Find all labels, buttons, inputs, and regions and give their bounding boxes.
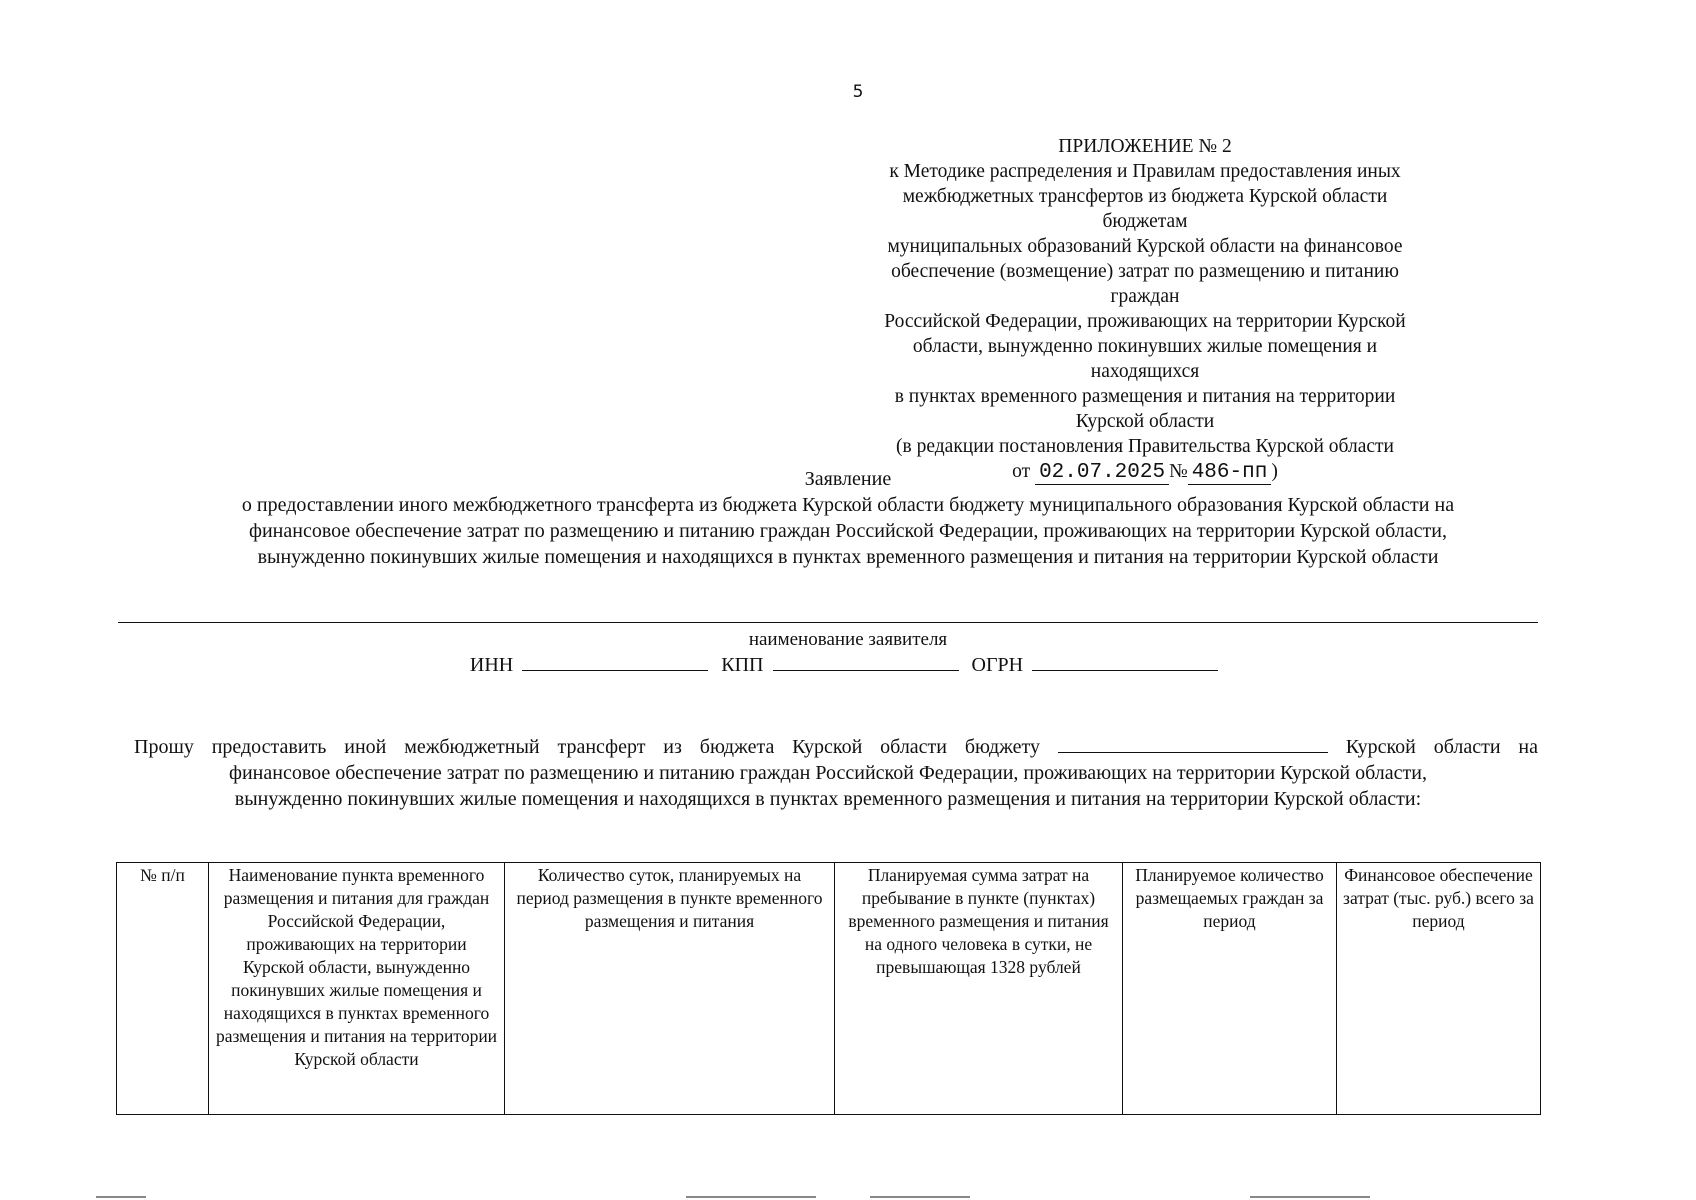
applicant-caption: наименование заявителя: [748, 629, 948, 650]
appendix-line: области, вынужденно покинувших жилые помещения и находящихся: [912, 336, 1378, 382]
statement-line: о предоставлении иного межбюджетного трансферта из бюджета Курской области бюджету муниципального образования Курской области на: [241, 494, 1455, 516]
municipality-field[interactable]: [1058, 734, 1328, 753]
inn-label: ИНН: [469, 654, 514, 676]
kpp-label: КПП: [721, 654, 764, 676]
scan-artifact: [686, 1196, 816, 1198]
appendix-line: Курской области: [1075, 411, 1215, 432]
header-point-name: Наименование пункта временного размещения и питания для граждан Российской Федерации, проживающих на территории Курской области, вынужденно покинувших жилые помещения и находящихся в пунктах временного размещения и питания на территории Курской области: [209, 863, 505, 1115]
appendix-line: Российской Федерации, проживающих на территории Курской: [884, 311, 1406, 332]
appendix-line: обеспечение (возмещение) затрат по размещению и питанию граждан: [891, 261, 1399, 307]
appendix-line: в пунктах временного размещения и питания на территории: [894, 386, 1396, 407]
applicant-name-field[interactable]: [118, 622, 1538, 623]
request-paragraph: [118, 734, 1538, 812]
appendix-header: [860, 134, 1430, 485]
header-citizens-count: Планируемое количество размещаемых граждан за период: [1123, 863, 1337, 1115]
statement-line: вынужденно покинувших жилые помещения и находящихся в пунктах временного размещения и питания на территории Курской области: [257, 546, 1439, 568]
scan-artifact: [870, 1196, 970, 1198]
resolution-number: 486-пп: [1188, 461, 1272, 485]
statement-line: финансовое обеспечение затрат по размещению и питанию граждан Российской Федерации, проживающих на территории Курской области,: [249, 520, 1447, 542]
header-planned-sum: Планируемая сумма затрат на пребывание в пункте (пунктах) временного размещения и питания на одного человека в сутки, не превышающая 1328 рублей: [835, 863, 1123, 1115]
appendix-line: муниципальных образований Курской области на финансовое: [887, 236, 1403, 257]
ogrn-field[interactable]: [1032, 652, 1218, 671]
inn-field[interactable]: [522, 652, 708, 671]
appendix-line: (в редакции постановления Правительства Курской области: [896, 436, 1394, 457]
request-line-1: [118, 734, 1538, 760]
statement-body: [110, 492, 1586, 570]
header-days: Количество суток, планируемых на период размещения в пункте временного размещения и питания: [505, 863, 835, 1115]
appendix-line: к Методике распределения и Правилам предоставления иных: [889, 161, 1401, 182]
request-line-3: вынужденно покинувших жилые помещения и находящихся в пунктах временного размещения и питания на территории Курской области:: [234, 788, 1422, 810]
statement-title: Заявление: [804, 468, 892, 490]
appendix-heading: ПРИЛОЖЕНИЕ № 2: [1058, 136, 1232, 157]
scan-artifact: [96, 1196, 146, 1198]
ogrn-label: ОГРН: [971, 654, 1024, 676]
header-number: № п/п: [117, 863, 209, 1115]
table-header-row: [117, 863, 1541, 1115]
number-sign: №: [1169, 461, 1188, 482]
request-line-2: финансовое обеспечение затрат по размещению и питанию граждан Российской Федерации, проживающих на территории Курской области,: [229, 762, 1427, 784]
applicant-ids-row: [0, 652, 1696, 678]
kpp-field[interactable]: [773, 652, 959, 671]
request-text-start: Прошу предоставить иной межбюджетный трансферт из бюджета Курской области бюджету: [134, 736, 1041, 758]
header-financing: Финансовое обеспечение затрат (тыс. руб.) всего за период: [1337, 863, 1541, 1115]
appendix-line: межбюджетных трансфертов из бюджета Курской области бюджетам: [902, 186, 1388, 232]
request-text-end: Курской области на: [1345, 736, 1539, 758]
date-prefix: от: [1012, 461, 1031, 482]
allocation-table: [116, 862, 1541, 1115]
resolution-date: 02.07.2025: [1035, 461, 1169, 485]
closing-paren: ): [1271, 461, 1278, 482]
page-number: 5: [852, 82, 864, 102]
scan-artifact: [1250, 1196, 1370, 1198]
